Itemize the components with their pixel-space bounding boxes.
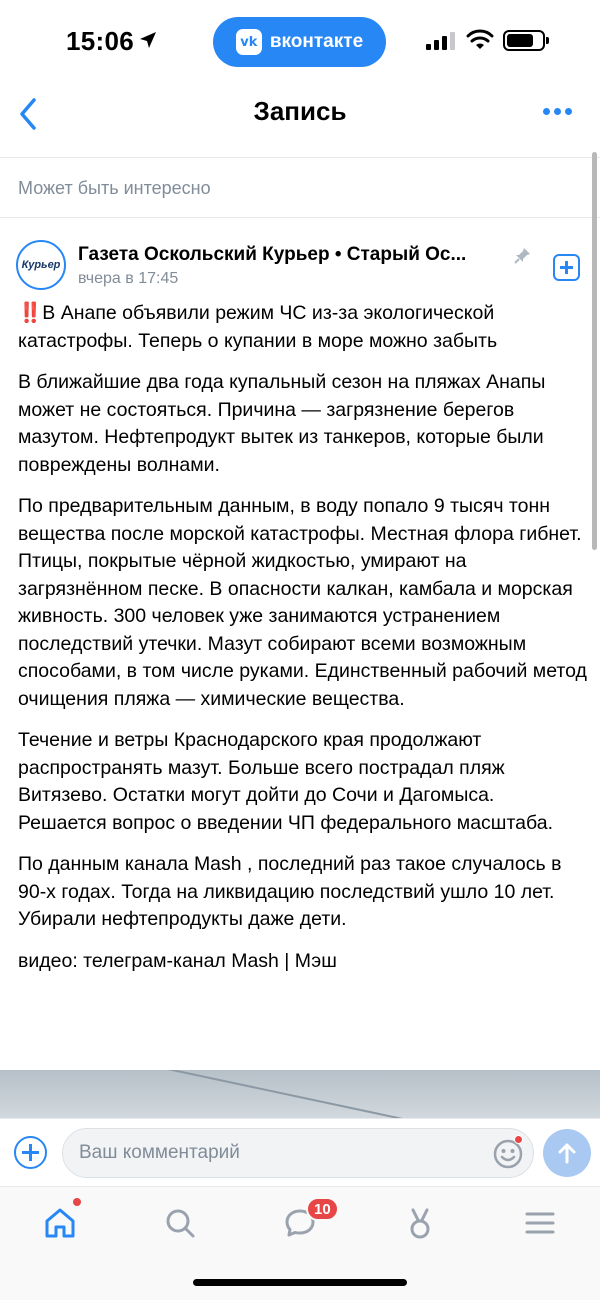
avatar-logo-text: Курьер: [21, 259, 61, 271]
messages-badge: 10: [306, 1197, 339, 1221]
home-notification-dot: [73, 1198, 81, 1206]
section-label-row: [0, 158, 600, 218]
post-time: вчера в 17:45: [78, 270, 179, 287]
app-pill-label: вконтакте: [269, 31, 364, 52]
tab-home[interactable]: [30, 1201, 90, 1245]
status-bar: [0, 0, 600, 84]
avatar[interactable]: [16, 240, 66, 290]
menu-icon: [524, 1207, 556, 1239]
post-paragraph: видео: телеграм-канал Mash | Мэш: [18, 949, 337, 972]
subscribe-plus-icon[interactable]: [553, 254, 580, 281]
home-icon: [43, 1206, 77, 1240]
page-title: Запись: [253, 96, 347, 126]
send-button[interactable]: [543, 1129, 591, 1177]
search-icon: [164, 1207, 196, 1239]
tab-clips[interactable]: [390, 1201, 450, 1245]
post-paragraph: По предварительным данным, в воду попало 9 тысяч тонн вещества после морской катастрофы. Местная флора гибнет. Птицы, покрытые чёрной жидкостью, умирают на загрязнённом песке. В опасности калкан, камбала и морская живность. 300 человек уже занимаются устранением последствий утечки. Мазут собирают всеми возможным способами, в том числе руками. Единственный рабочий метод очищения пляжа — химические вещества.: [18, 495, 587, 710]
post-author[interactable]: Газета Оскольский Курьер • Старый Ос...: [78, 244, 467, 265]
clips-icon: [403, 1206, 437, 1240]
comment-bar: [0, 1118, 600, 1186]
post-paragraph: Течение и ветры Краснодарского края продолжают распространять мазут. Больше всего пострадал пляж Витязево. Остатки могут дойти до Сочи и Дагомыса. Решается вопрос о введении ЧП федерального масштаба.: [18, 729, 553, 834]
post-text: [18, 300, 588, 989]
comment-input[interactable]: [62, 1128, 534, 1178]
app-pill[interactable]: [213, 17, 386, 67]
post-paragraph: В ближайшие два года купальный сезон на пляжах Анапы может не состояться. Причина — загрязнение берегов мазутом. Нефтепродукт вытек из танкеров, которые были повреждены волнами.: [18, 371, 546, 476]
location-arrow-icon: [138, 30, 158, 50]
nav-header: [0, 84, 600, 158]
arrow-up-icon: [555, 1141, 579, 1165]
section-label: Может быть интересно: [18, 178, 211, 198]
battery-icon: [503, 30, 545, 51]
tab-menu[interactable]: [510, 1201, 570, 1245]
post-header: [0, 232, 600, 302]
post-paragraph: ‼️В Анапе объявили режим ЧС из-за экологической катастрофы. Теперь о купании в море можно забыть: [18, 302, 498, 352]
post-paragraph: По данным канала Mash , последний раз такое случалось в 90-х годах. Тогда на ликвидацию последствий ушло 10 лет. Убирали нефтепродукты даже дети.: [18, 853, 562, 930]
home-indicator: [193, 1279, 407, 1286]
pin-icon: [512, 246, 532, 266]
vk-logo-icon: vk: [236, 29, 262, 55]
emoji-notification-dot: [514, 1135, 523, 1144]
cellular-signal-icon: [426, 32, 456, 50]
video-frame-detail: [130, 1070, 424, 1124]
more-options-icon[interactable]: [543, 108, 572, 115]
status-time: 15:06: [66, 26, 134, 56]
scrollbar-thumb[interactable]: [592, 152, 597, 550]
tab-search[interactable]: [150, 1201, 210, 1245]
wifi-icon: [466, 29, 494, 51]
attach-plus-icon[interactable]: [14, 1136, 47, 1169]
